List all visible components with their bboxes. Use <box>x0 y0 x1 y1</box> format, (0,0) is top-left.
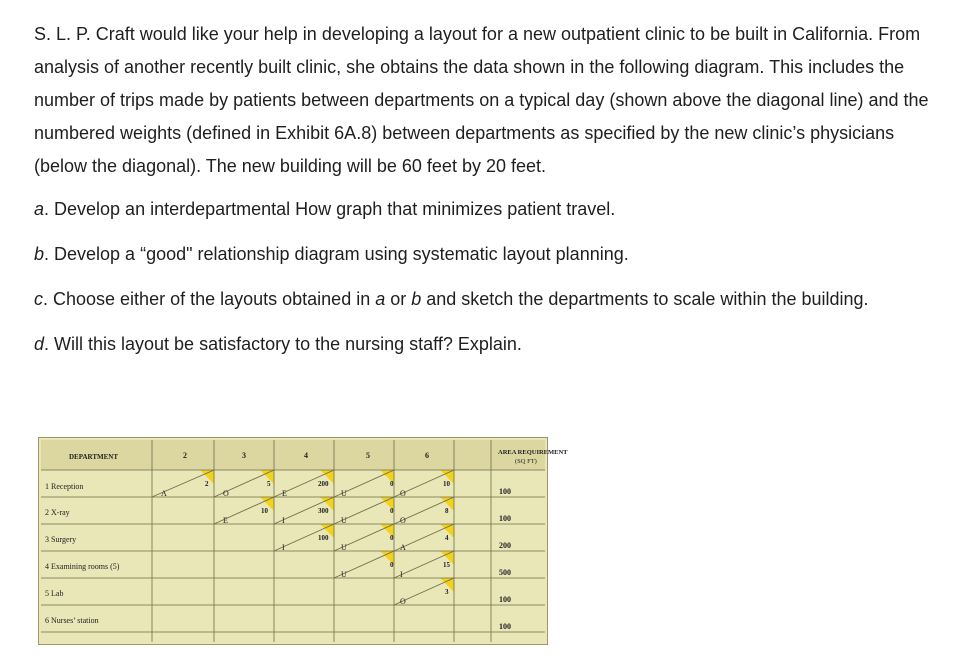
weight-2-4: I <box>282 516 285 525</box>
weight-3-6: A <box>400 543 406 552</box>
trips-2-6: 8 <box>445 507 449 515</box>
dept-1-label: 1 Reception <box>45 482 84 491</box>
trips-1-3: 5 <box>267 480 271 488</box>
question-a-letter: a <box>34 199 45 219</box>
column-6-label: 6 <box>425 451 429 460</box>
trips-5-6: 3 <box>445 588 449 596</box>
trips-3-4: 100 <box>318 534 329 542</box>
trips-3-6: 4 <box>445 534 449 542</box>
intro-paragraph: S. L. P. Craft would like your help in developing a layout for a new outpatient clinic to be built in California. From analysis of another recently built clinic, she obtains the data shown in the following diagram. This includes the number of trips made by patients between departments on a typical day (shown above the diagonal line) and the numbered weights (defined in Exhibit 6A.8) between departments as specified by the new clinic’s physicians (below the diagonal). The new building will be 60 feet by 20 feet. <box>34 24 929 176</box>
question-d-text: . Will this layout be satisfactory to the nursing staff? Explain. <box>44 334 522 354</box>
weight-1-2: A <box>161 489 167 498</box>
weight-4-5: U <box>341 570 347 579</box>
trips-2-5: 0 <box>390 507 394 515</box>
weight-1-5: U <box>341 489 347 498</box>
trips-3-5: 0 <box>390 534 394 542</box>
trips-2-4: 300 <box>318 507 329 515</box>
question-c-letter: c <box>34 289 43 309</box>
question-c <box>34 283 934 316</box>
problem-text <box>34 18 934 361</box>
weight-2-3: E <box>223 516 228 525</box>
dept-4-label: 4 Examining rooms (5) <box>45 562 120 571</box>
weight-1-4: E <box>282 489 287 498</box>
weight-1-3: O <box>223 489 229 498</box>
dept-2-area: 100 <box>499 514 511 523</box>
trips-1-5: 0 <box>390 480 394 488</box>
weight-3-5: U <box>341 543 347 552</box>
question-c-em-b: b <box>411 289 422 309</box>
question-c-text-pre: . Choose either of the layouts obtained in <box>43 289 376 309</box>
trips-1-4: 200 <box>318 480 329 488</box>
question-c-em-a: a <box>375 289 386 309</box>
weight-2-5: U <box>341 516 347 525</box>
dept-6-area: 100 <box>499 622 511 631</box>
column-2-label: 2 <box>183 451 187 460</box>
question-c-text-post: and sketch the departments to scale within the building. <box>421 289 869 309</box>
column-4-label: 4 <box>304 451 308 460</box>
dept-1-area: 100 <box>499 487 511 496</box>
relationship-chart-image <box>38 437 568 645</box>
dept-2-label: 2 X-ray <box>45 508 70 517</box>
area-header-units: (SQ FT) <box>515 458 537 465</box>
weight-1-6: O <box>400 489 406 498</box>
question-b-letter: b <box>34 244 45 264</box>
weight-4-6: I <box>400 570 403 579</box>
column-5-label: 5 <box>366 451 370 460</box>
weight-2-6: O <box>400 516 406 525</box>
weight-3-4: I <box>282 543 285 552</box>
column-3-label: 3 <box>242 451 246 460</box>
dept-6-label: 6 Nurses’ station <box>45 616 99 625</box>
chart-grid <box>39 438 547 644</box>
weight-5-6: O <box>400 597 406 606</box>
question-b-text: . Develop a “good" relationship diagram using systematic layout planning. <box>44 244 629 264</box>
trips-1-2: 2 <box>205 480 209 488</box>
dept-5-area: 100 <box>499 595 511 604</box>
trips-2-3: 10 <box>261 507 268 515</box>
question-b <box>34 238 934 271</box>
question-d-letter: d <box>34 334 45 354</box>
area-header: AREA REQUIREMENT <box>498 449 568 456</box>
dept-4-area: 500 <box>499 568 511 577</box>
trips-4-6: 15 <box>443 561 450 569</box>
dept-3-label: 3 Surgery <box>45 535 77 544</box>
question-a-text: . Develop an interdepartmental How graph that minimizes patient travel. <box>44 199 616 219</box>
department-header: DEPARTMENT <box>69 453 119 461</box>
question-d <box>34 328 934 361</box>
trips-1-6: 10 <box>443 480 450 488</box>
trips-4-5: 0 <box>390 561 394 569</box>
dept-3-area: 200 <box>499 541 511 550</box>
question-a <box>34 193 934 226</box>
question-c-text-mid: or <box>385 289 412 309</box>
dept-5-label: 5 Lab <box>45 589 64 598</box>
